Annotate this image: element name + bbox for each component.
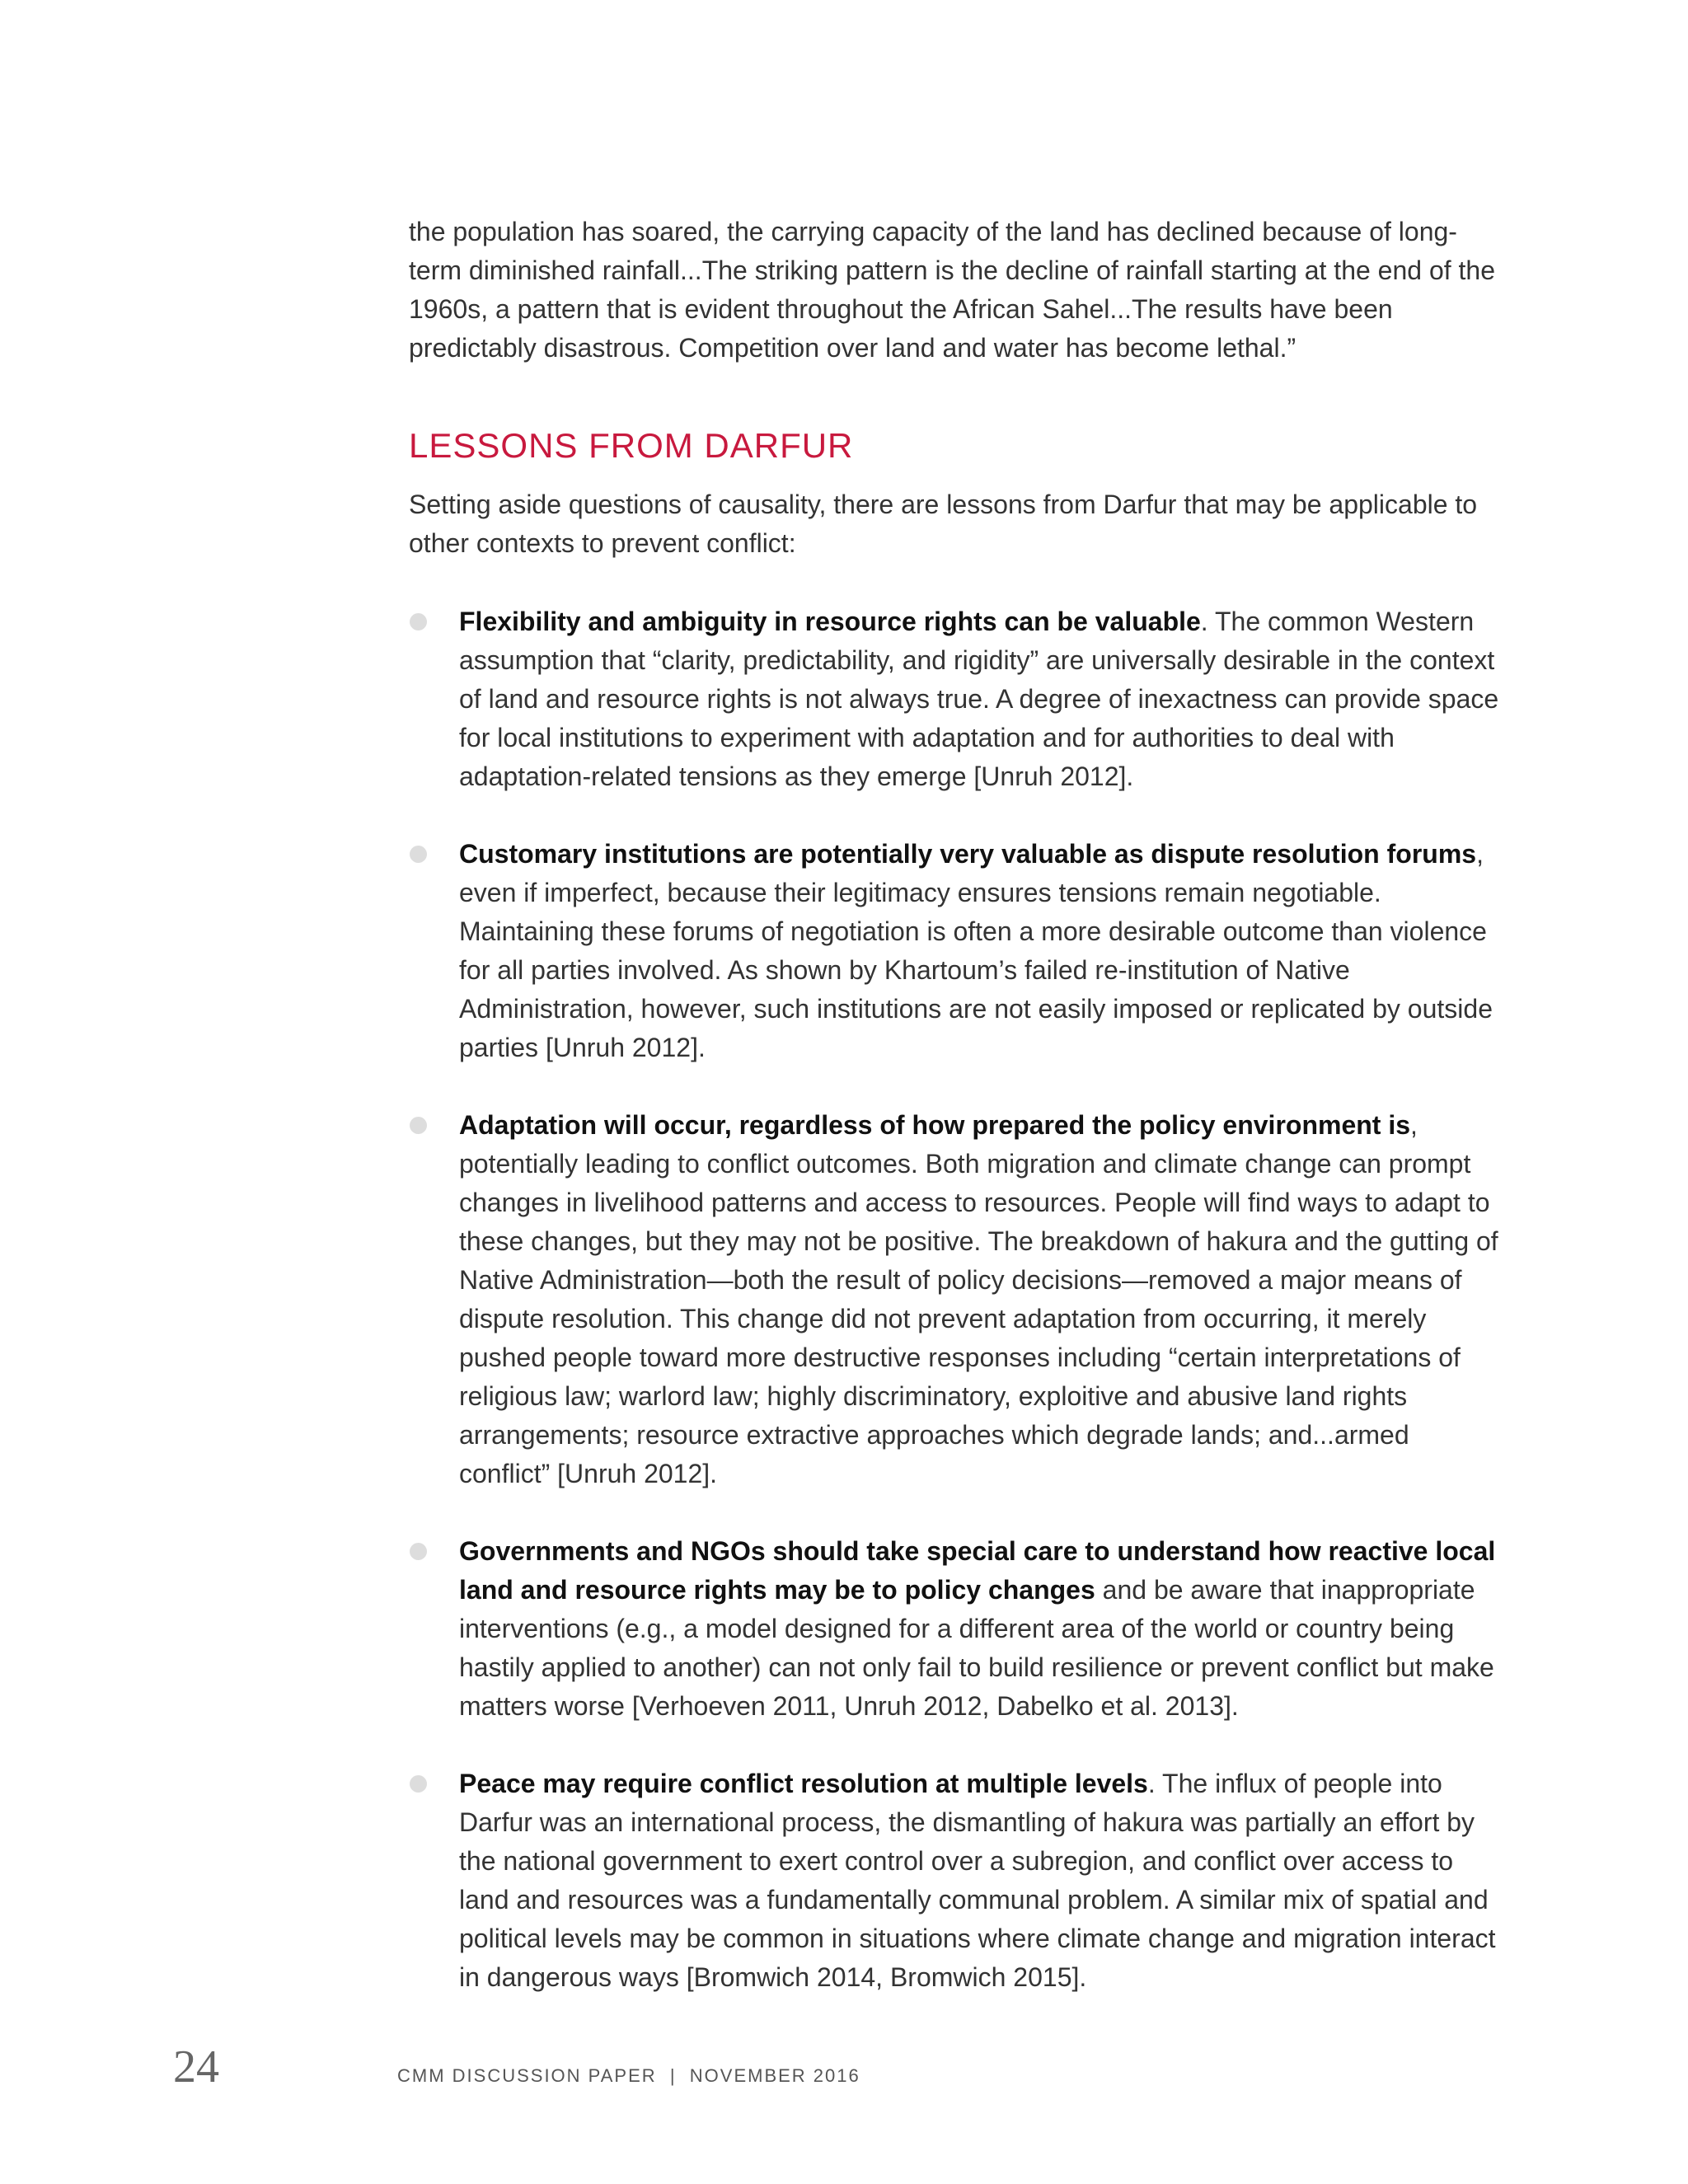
bullet-icon [410,613,427,630]
lesson-title: Customary institutions are potentially very valuable as dispute resolution forums [459,839,1477,869]
lesson-title: Flexibility and ambiguity in resource rights can be valuable [459,607,1201,636]
list-item [409,1765,1505,1997]
list-item [409,602,1505,796]
section-heading: LESSONS FROM DARFUR [409,426,854,465]
list-item [409,835,1505,1067]
lesson-title: Adaptation will occur, regardless of how prepared the policy environment is [459,1110,1411,1140]
bullet-icon [410,1117,427,1134]
lesson-text: , potentially leading to conflict outcomes. Both migration and climate change can prompt changes in livelihood patterns and access to resources. People will find ways to adapt to these changes, but they may not be positive. The breakdown of hakura and the gutting of Native Administration—both the result of policy decisions—removed a major means of dispute resolution. This change did not prevent adaptation from occurring, it merely pushed people toward more destructive responses including “certain interpretations of religious law; warlord law; highly discriminatory, exploitive and abusive land rights arrangements; resource extractive approaches which degrade lands; and...armed conflict” [Unruh 2012]. [459,1110,1498,1488]
bullet-icon [410,1543,427,1560]
lesson-title: Peace may require conflict resolution at multiple levels [459,1769,1148,1798]
quote-continuation: the population has soared, the carrying capacity of the land has declined because of long-term diminished rainfall...The striking pattern is the decline of rainfall starting at the end of the 1960s, a pattern that is evident throughout the African Sahel...The results have been predictably disastrous. Competition over land and water has become lethal.” [409,217,1496,363]
lesson-text: and be aware that inappropriate interventions (e.g., a model designed for a different area of the world or country being hastily applied to another) can not only fail to build resilience or prevent conflict but make matters worse [Verhoeven 2011, Unruh 2012, Dabelko et al. 2013]. [459,1575,1494,1721]
lesson-title: Governments and NGOs should take special care to understand how reactive local land and resource rights may be to policy changes [459,1536,1496,1605]
list-item [409,1532,1505,1726]
lesson-text: . The influx of people into Darfur was an international process, the dismantling of hakura was partially an effort by the national government to exert control over a subregion, and conflict over access to land and resources was a fundamentally communal problem. A similar mix of spatial and political levels may be common in situations where climate change and migration interact in dangerous ways [Bromwich 2014, Bromwich 2015]. [459,1769,1496,1992]
lesson-text: , even if imperfect, because their legitimacy ensures tensions remain negotiable. Maintaining these forums of negotiation is often a more desirable outcome than violence for all parties involved. As shown by Khartoum’s failed re-institution of Native Administration, however, such institutions are not easily imposed or replicated by outside parties [Unruh 2012]. [459,839,1493,1062]
lessons-list [409,602,1505,1997]
lesson-text: . The common Western assumption that “clarity, predictability, and rigidity” are universally desirable in the context of land and resource rights is not always true. A degree of inexactness can provide space for local institutions to experiment with adaptation and for authorities to deal with adaptation-related tensions as they emerge [Unruh 2012]. [459,607,1499,791]
section-intro: Setting aside questions of causality, there are lessons from Darfur that may be applicable to other contexts to prevent conflict: [409,490,1478,558]
main-content [409,213,1505,2036]
list-item [409,1106,1505,1493]
bullet-icon [410,1775,427,1793]
page-number: 24 [173,2041,219,2093]
bullet-icon [410,846,427,863]
footer-publication: CMM DISCUSSION PAPER | NOVEMBER 2016 [397,2065,860,2086]
